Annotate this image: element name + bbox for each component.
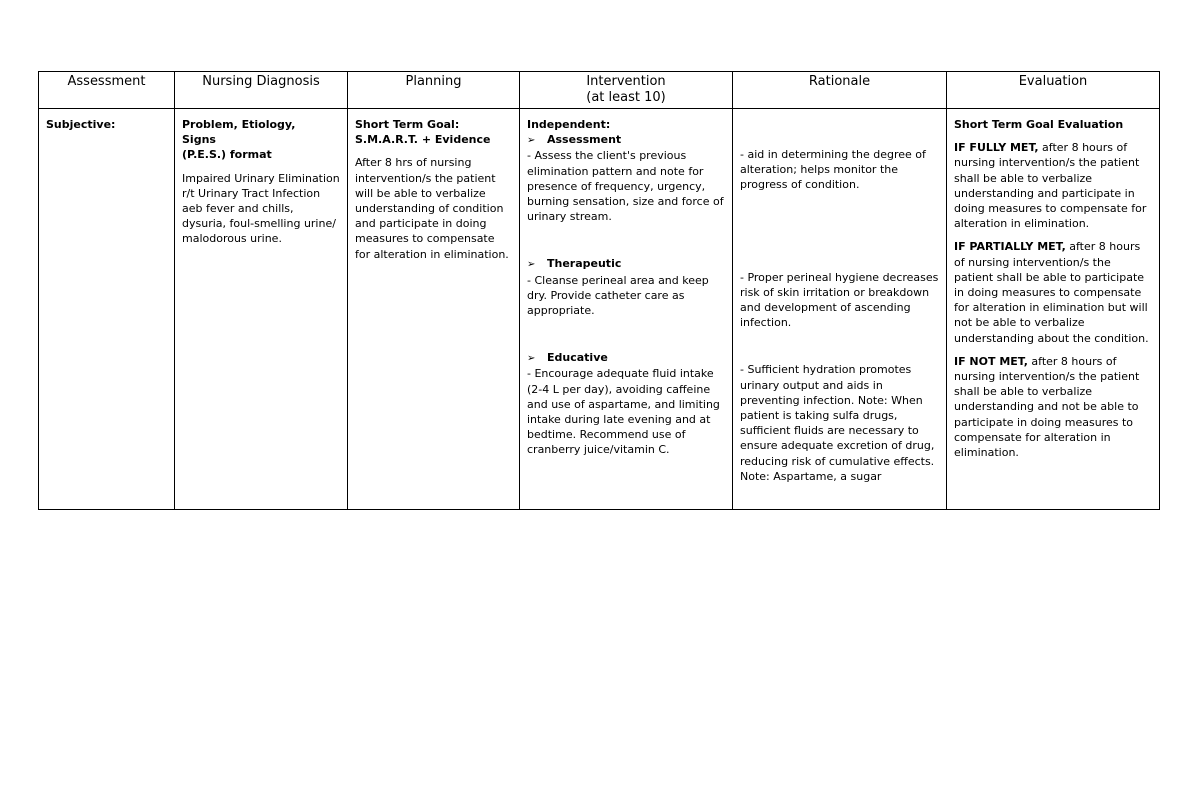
subjective-label: Subjective: bbox=[46, 118, 116, 131]
therapeutic-intervention-text: - Cleanse perineal area and keep dry. Provide catheter care as appropriate. bbox=[527, 273, 709, 318]
header-row bbox=[39, 72, 1160, 109]
not-met-text: after 8 hours of nursing intervention/s the patient shall be able to verbalize understanding and not be able to participate in doing measures to compensate for alteration in elimination. bbox=[954, 354, 1140, 460]
not-met-label: IF NOT MET, bbox=[954, 354, 1028, 368]
pes-line-1: Problem, Etiology, bbox=[182, 118, 296, 131]
assessment-intervention-text: - Assess the client's previous elimination pattern and note for presence of frequency, urgency, burning sensation, size and force of urinary stream. bbox=[527, 149, 724, 224]
header-planning: Planning bbox=[348, 72, 520, 109]
partially-met-text: after 8 hours of nursing intervention/s the patient shall be able to participate in doing measures to compensate for alteration in elimination but will not be able to verbalize understanding about the condition. bbox=[954, 240, 1149, 345]
educative-intervention-text: - Encourage adequate fluid intake (2-4 L per day), avoiding caffeine and use of aspartame, and limiting intake during late evening and at bedtime. Recommend use of cranberry juice/vitamin C. bbox=[527, 367, 720, 457]
content-row bbox=[39, 109, 1160, 510]
fully-met-text: after 8 hours of nursing intervention/s the patient shall be able to verbalize understanding and participate in doing measures to compensate for alteration in elimination. bbox=[954, 141, 1147, 231]
nursing-care-plan-table bbox=[38, 71, 1160, 510]
evaluation-fully-met bbox=[954, 140, 1153, 231]
header-nursing-diagnosis: Nursing Diagnosis bbox=[175, 72, 348, 109]
rationale-therapeutic: - Proper perineal hygiene decreases risk of skin irritation or breakdown and development of ascending infection. bbox=[740, 270, 939, 330]
assessment-label: Assessment bbox=[547, 133, 622, 147]
evaluation-cell bbox=[947, 109, 1160, 510]
pes-line-2: Signs bbox=[182, 133, 216, 147]
rationale-cell bbox=[733, 109, 947, 510]
therapeutic-bullet bbox=[527, 256, 726, 272]
evaluation-title: Short Term Goal Evaluation bbox=[954, 118, 1124, 131]
header-intervention-title: Intervention bbox=[586, 74, 666, 89]
rationale-assessment: - aid in determining the degree of alteration; helps monitor the progress of condition. bbox=[740, 148, 926, 192]
assessment-cell bbox=[39, 109, 175, 510]
educative-bullet bbox=[527, 350, 726, 366]
educative-label: Educative bbox=[547, 351, 608, 365]
header-intervention bbox=[520, 72, 733, 109]
header-assessment: Assessment bbox=[39, 72, 175, 109]
planning-cell bbox=[348, 109, 520, 510]
diagnosis-statement: Impaired Urinary Elimination r/t Urinary Tract Infection aeb fever and chills, dysuria, foul-smelling urine/ malodorous urine. bbox=[182, 171, 340, 246]
fully-met-label: IF FULLY MET, bbox=[954, 141, 1039, 155]
header-intervention-note: (at least 10) bbox=[586, 90, 666, 105]
smart-evidence-title: S.M.A.R.T. + Evidence bbox=[355, 133, 491, 147]
evaluation-partially-met bbox=[954, 239, 1153, 345]
assessment-bullet bbox=[527, 132, 726, 148]
header-evaluation: Evaluation bbox=[947, 72, 1160, 109]
diagnosis-cell bbox=[175, 109, 348, 510]
pes-line-3: (P.E.S.) format bbox=[182, 148, 272, 162]
header-rationale: Rationale bbox=[733, 72, 947, 109]
independent-heading: Independent: bbox=[527, 118, 611, 131]
evaluation-not-met bbox=[954, 354, 1153, 460]
partially-met-label: IF PARTIALLY MET, bbox=[954, 240, 1066, 254]
short-term-goal-title: Short Term Goal: bbox=[355, 118, 460, 131]
rationale-educative: - Sufficient hydration promotes urinary output and aids in preventing infection. Note: When patient is taking sulfa drugs, sufficient fluids are necessary to ensure adequate excretion of drug, reducing risk of cumulative effects. Note: Aspartame, a sugar bbox=[740, 363, 935, 483]
therapeutic-label: Therapeutic bbox=[547, 257, 622, 271]
arrow-bullet-icon: ➢ bbox=[527, 135, 536, 147]
arrow-bullet-icon: ➢ bbox=[527, 353, 536, 365]
intervention-cell bbox=[520, 109, 733, 510]
short-term-goal-text: After 8 hrs of nursing intervention/s the patient will be able to verbalize understanding of condition and participate in doing measures to compensate for alteration in elimination. bbox=[355, 156, 509, 261]
arrow-bullet-icon: ➢ bbox=[527, 259, 536, 271]
